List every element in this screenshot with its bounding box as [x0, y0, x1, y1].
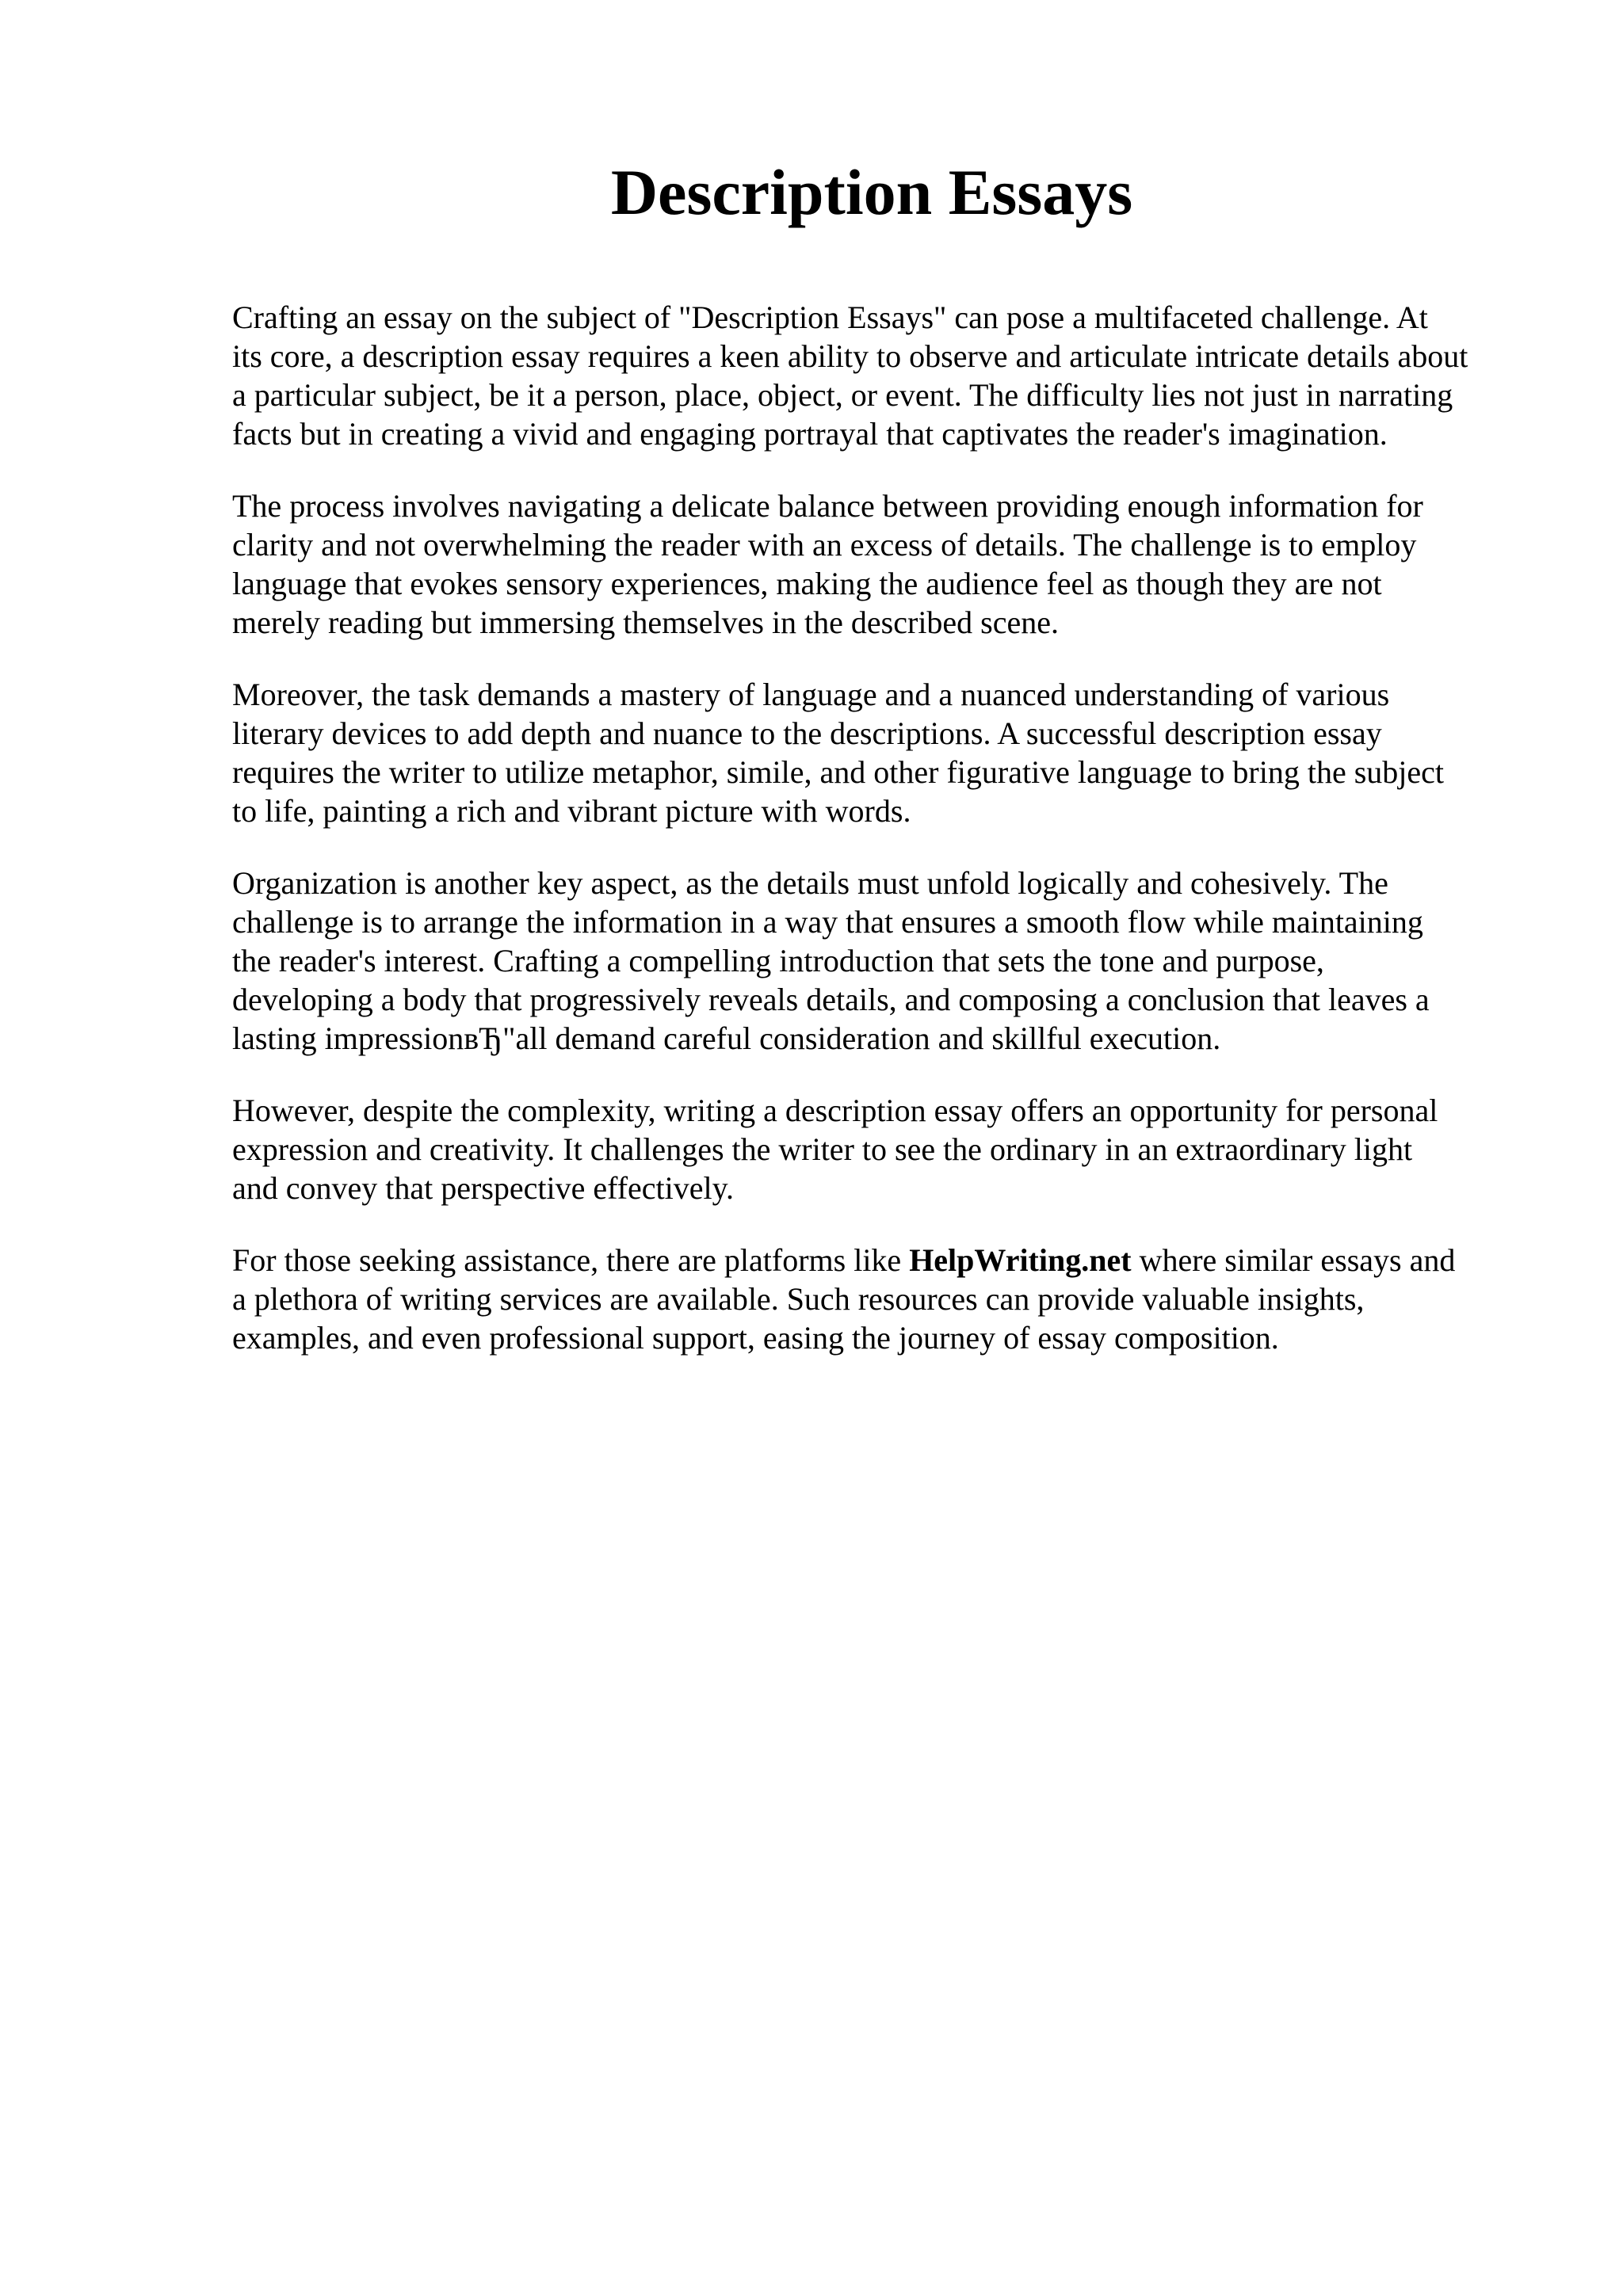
paragraph-4 — [232, 864, 1540, 1058]
paragraph-line: language that evokes sensory experiences, making the audience feel as though they are not — [232, 566, 1382, 601]
paragraph-line: Organization is another key aspect, as the details must unfold logically and cohesively. The — [232, 865, 1388, 901]
paragraph-line: lasting impressionвЂ"all demand careful consideration and skillful execution. — [232, 1020, 1221, 1056]
paragraph-line: a plethora of writing services are available. Such resources can provide valuable insights, — [232, 1281, 1365, 1317]
text-segment: For those seeking assistance, there are platforms like — [232, 1242, 910, 1278]
paragraph-line: to life, painting a rich and vibrant picture with words. — [232, 793, 911, 829]
paragraph-3 — [232, 675, 1540, 830]
paragraph-line: and convey that perspective effectively. — [232, 1170, 735, 1206]
paragraph-line: Moreover, the task demands a mastery of language and a nuanced understanding of various — [232, 677, 1390, 712]
paragraph-line: challenge is to arrange the information in a way that ensures a smooth flow while maintaining — [232, 904, 1423, 940]
paragraph-6 — [232, 1241, 1540, 1357]
paragraph-line: the reader's interest. Crafting a compelling introduction that sets the tone and purpose, — [232, 943, 1324, 978]
paragraph-line: facts but in creating a vivid and engaging portrayal that captivates the reader's imagination. — [232, 416, 1388, 452]
paragraph-line — [232, 1241, 1540, 1280]
paragraph-line: requires the writer to utilize metaphor, simile, and other figurative language to bring the subject — [232, 754, 1445, 790]
paragraph-line: its core, a description essay requires a keen ability to observe and articulate intricate details about — [232, 338, 1468, 374]
paragraph-1 — [232, 298, 1540, 453]
paragraph-line: developing a body that progressively reveals details, and composing a conclusion that leaves a — [232, 982, 1430, 1017]
paragraph-line: literary devices to add depth and nuance to the descriptions. A successful description essay — [232, 715, 1382, 751]
paragraph-line: a particular subject, be it a person, place, object, or event. The difficulty lies not just in narrating — [232, 377, 1453, 413]
paragraph-line: merely reading but immersing themselves in the described scene. — [232, 605, 1060, 640]
helpwriting-link-text: HelpWriting.net — [909, 1242, 1132, 1278]
document-body — [232, 298, 1540, 1390]
paragraph-5 — [232, 1091, 1540, 1207]
document-title: Description Essays — [610, 156, 1133, 228]
text-segment: where similar essays and — [1131, 1242, 1456, 1278]
paragraph-line: The process involves navigating a delicate balance between providing enough information for — [232, 488, 1423, 524]
paragraph-line: Crafting an essay on the subject of "Description Essays" can pose a multifaceted challenge. At — [232, 299, 1428, 335]
paragraph-line: examples, and even professional support, easing the journey of essay composition. — [232, 1320, 1279, 1356]
paragraph-line: clarity and not overwhelming the reader with an excess of details. The challenge is to employ — [232, 527, 1417, 563]
paragraph-2 — [232, 486, 1540, 642]
paragraph-line: However, despite the complexity, writing a description essay offers an opportunity for personal — [232, 1093, 1438, 1128]
paragraph-line: expression and creativity. It challenges the writer to see the ordinary in an extraordinary light — [232, 1131, 1413, 1167]
